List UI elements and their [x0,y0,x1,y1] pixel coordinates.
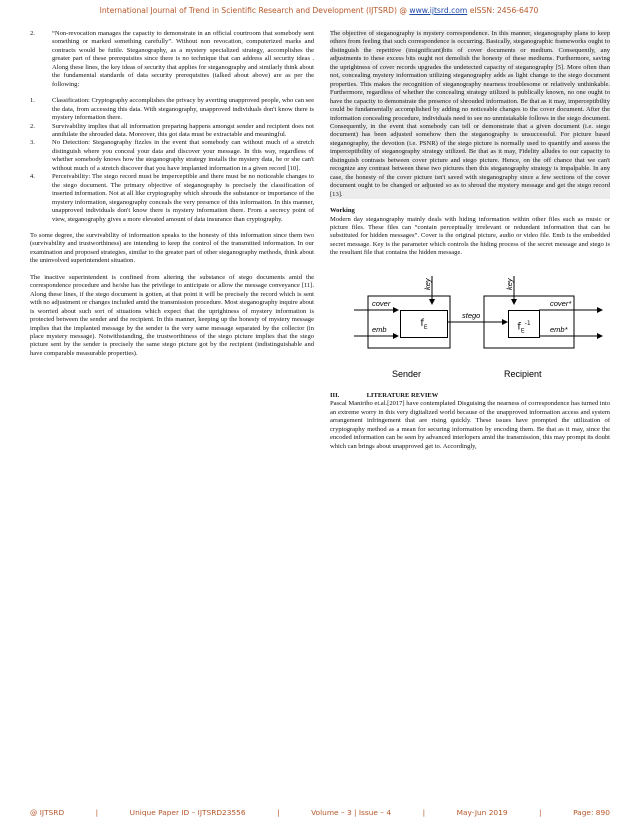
journal-website-link[interactable]: www.ijtsrd.com [409,6,468,15]
list-text: Classification: Cryptography accomplishes the privacy by averting unapproved people, who can see the data, from accessing this data. With steganography, unapproved individuals don't know there is mystery information there. [52,97,314,122]
footer-page: Page: 890 [573,808,610,817]
list-item [30,30,314,89]
key-label-recipient: key [505,278,514,290]
at-sign: @ [399,6,407,15]
list-number: 2. [30,122,35,130]
list-item [30,123,314,140]
sender-caption: Sender [392,368,422,379]
footer-separator: | [422,808,426,817]
footer-paper-id: Unique Paper ID – IJTSRD23556 [129,808,246,817]
literature-paragraph: Pascal Maniriho et.al.[2017] have contemplated Disguising the nearness of correspondence has turned into an extreme worry in this very digitalized world because of the unapproved information access and system arrangement infringement that are rising quickly. These issues have prompted the utilization of cryptography method as a mean for securing information by encoding them. Be that as it may, since the encoded information can be seen by advanced interlopers amid the transmission, this may prompt its doubt which can brings about unapproved get to. Accordingly, [330,400,610,450]
section-number: III. [330,391,340,399]
stego-label: stego [462,310,481,320]
section-heading [330,392,610,400]
section-title: LITERATURE REVIEW [366,391,439,399]
journal-name: International Journal of Trend in Scientific Research and Development (IJTSRD) [99,6,397,15]
footer-date: May-Jun 2019 [456,808,508,817]
list-number: 3. [30,139,35,147]
footer-separator: | [95,808,99,817]
list-item [30,173,314,224]
list-text: Survivability implies that all information preparing happens amongst sender and recipient does not annihilate the shrouded data. Moreover, this got data must be extractable and meaningful. [52,122,314,138]
page-footer [30,808,610,817]
footer-separator: | [277,808,280,817]
journal-header [0,6,638,15]
body-paragraph: To some degree, the survivability of information speaks to the honesty of this information since them two (survivability and trustworthiness) are intending to keep the control of the transmitted information. In our examination and proposed strategies, similar to the greater part of other steganography methods, think about the uninvolved superintendent situation. [30,231,314,265]
requirements-list [30,97,314,224]
extraction-function-box [508,310,540,338]
recipient-caption: Recipient [504,368,542,379]
right-column [330,30,610,459]
steganography-diagram [354,266,604,386]
left-column [30,30,314,366]
issn: eISSN: 2456-6470 [469,6,539,15]
embedding-function-box [400,310,448,338]
working-heading: Working [330,207,355,215]
list-text: Perceivability: The stego record must be imperceptible and there must be no noticeable changes to the stego document. The primary objective of steganography is precisely the classification of inserted information. Not at all like cryptography which shrouds the substance or importance of the mystery information, steganography conceals the very presence of this information. In this manner, unapproved individuals don't know there is mystery information there. From a secrecy point of view, steganography gives a more elevated amount of data insurance than cryptography. [52,173,314,223]
emb-input-label: emb [372,324,387,334]
body-paragraph: The objective of steganography is mystery correspondence. In this manner, steganography plans to keep others from feeling that such correspondence is occurring. Basically, steganographic frameworks ought to distinguish the repetitive (insignificant)bits of cover documents or medium. Consequently, any adjustments to these excess bits ought not demolish the honesty of these mediums. Furthermore, saving the uprightness of cover records upgrades the undetected capacity of steganography [5]. More often than not, concealing mystery information utilizing steganography adds as light change to the stego document properties. This makes the recognition of steganography nearness troublesome or relatively unthinkable. Furthermore, regardless of whether the concealing strategy utilized is publically known, no one ought to have the capacity to demonstrate the presence of shrouded information. Be that as it may, imperceptibility could be fundamentally accomplished by adding no noticeable changes to the cover document. After the information concealing procedure, individuals need to see no unmistakable follows in the stego document. Consequently, in the event that somebody can tell or demonstrate that a given document (i.e. stego document) has been adjusted somehow then the steganography is unsuccessful. For picture based steganography, the devotion (i.e. PSNR) of the stego picture is normally used to quantify and assess the imperceptibility of steganography strategy utilized. Be that as it may, Fidelity alludes to our capacity to distinguish contrasts between cover picture and stego picture. Hence, on the off chance that we can't recognize any contrast between these two pictures then this steganography strategy is impalpable. In any case, the honesty of the cover picture isn't saved with steganography since a few sections of the cover document ought to be changed or adjusted so as to shroud the mystery message and get the stego record [13]. [330,30,610,198]
list-number: 4. [30,173,35,181]
fe-label: f [420,317,424,329]
list-item [30,97,314,122]
cover-input-label: cover [372,298,391,308]
list-item [30,139,314,173]
cover-output-label: cover* [550,298,572,308]
footer-handle: @ IJTSRD [30,808,65,817]
footer-volume: Volume – 3 | Issue – 4 [311,808,392,817]
footer-separator: | [539,808,542,817]
working-paragraph: Modern day steganography mainly deals with hiding information within other files such as music or picture files. These files can “contain perceptually irrelevant or redundant information that can be substituted for hidden messages”. Cover is the original picture, audio or video file. Emb is the embedded secret message. Key is the parameter which controls the hiding process of the secret message and stego is the resultant file that contains the hidden message. [330,215,610,257]
fe-subscript: E [423,323,428,331]
list-text: No Detection: Steganography fizzles in the event that somebody can without much of a stretch distinguish where you conceal your data and discover your message. In this way, regardless of whether somebody knows how the steganography strategy installs the mystery data, he or she can't without much of a stretch discover that you have implanted information in a given record [10]. [52,139,314,172]
body-paragraph: The inactive superintendent is confined from altering the substance of stego documents amid the correspondence procedure and he/she has the privilege to anticipate or allow the message conveyance [11]. Along these lines, if the stego document is gotten, at that point it will be precisely the record which is sent with no adjustment or changes included amid the transmission procedure. Most steganography inquire about is worried about such sort of situations which expect that the uprightness of mystery information is protected between the sender and the recipient. In this manner, keeping up the honesty of mystery message implies that the implanted message by the sender is the very same message separated by the collector (in place mystery message). Notwithstanding, the trustworthiness of the stego picture implies that the stego picture sent by the sender is precisely the same stego picture got by the recipient (indistinguishable and have comparable measurable properties). [30,273,314,357]
fe-inv-superscript: -1 [524,319,531,327]
list-number: 1. [30,97,35,105]
key-label-sender: key [423,278,432,290]
fe-inv-subscript: E [520,327,525,335]
list-number: 2. [30,30,35,37]
emb-output-label: emb* [550,324,568,334]
list-text: “Non-revocation manages the capacity to demonstrate in an official courtroom that somebody sent something or marked something carefully”. Without non revocation, computerized marks and contracts would be futile. Steganography, as a mystery specialized strategy, accomplishes the greater part of these prerequisites since there is no technique that can address all security ideas . Along these lines, the key ideas of security that applies for steganography and similarly think about the fundamental standards of data security prerequisites (talked about above) are as per the following: [52,30,314,88]
fe-inv-label: f [517,321,521,333]
